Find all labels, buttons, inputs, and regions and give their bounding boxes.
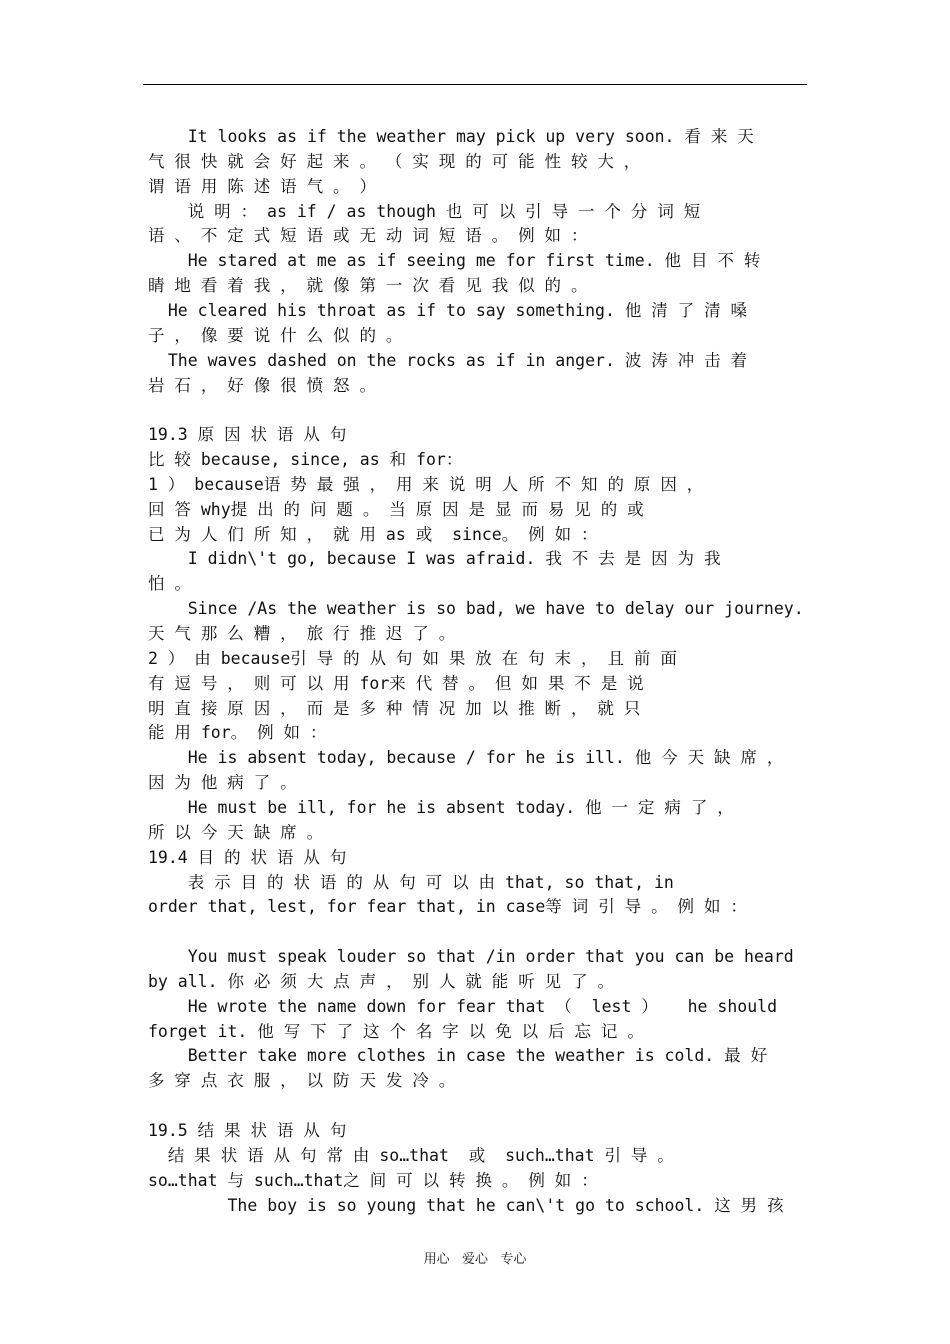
text-line: 因 为 他 病 了 。 — [148, 773, 297, 793]
page-footer: 用心 爱心 专心 — [423, 1252, 527, 1267]
text-line: 明 直 接 原 因 ， 而 是 多 种 情 况 加 以 推 断 ， 就 只 — [148, 698, 641, 718]
text-line: 19.4 目 的 状 语 从 句 — [148, 847, 347, 867]
text-line: The waves dashed on the rocks as if in anger. 波 涛 冲 击 着 — [148, 350, 748, 370]
text-line: You must speak louder so that /in order that you can be heard — [148, 947, 794, 967]
text-line: 语 、 不 定 式 短 语 或 无 动 词 短 语 。 例 如 ： — [148, 226, 588, 246]
text-line: He is absent today, because / for he is ill. 他 今 天 缺 席 ， — [148, 748, 784, 768]
text-line: 怕 。 — [148, 574, 191, 594]
text-line: Better take more clothes in case the weather is cold. 最 好 — [148, 1046, 768, 1066]
text-line: He must be ill, for he is absent today. 他 一 定 病 了 ， — [148, 797, 734, 817]
text-line: 2 ） 由 because引 导 的 从 句 如 果 放 在 句 末 ， 且 前 面 — [148, 648, 677, 668]
text-line: He stared at me as if seeing me for first time. 他 目 不 转 — [148, 251, 761, 271]
text-line: 1 ） because语 势 最 强 ， 用 来 说 明 人 所 不 知 的 原 因 ， — [148, 474, 704, 494]
text-line: 19.3 原 因 状 语 从 句 — [148, 425, 347, 445]
text-line: 有 逗 号 ， 则 可 以 用 for来 代 替 。 但 如 果 不 是 说 — [148, 673, 644, 693]
text-line: 睛 地 看 着 我 ， 就 像 第 一 次 看 见 我 似 的 。 — [148, 276, 588, 296]
text-line: 表 示 目 的 状 语 的 从 句 可 以 由 that, so that, in — [148, 872, 674, 892]
text-line: 子 ， 像 要 说 什 么 似 的 。 — [148, 325, 403, 345]
text-line: Since /As the weather is so bad, we have to delay our journey. — [148, 599, 804, 619]
text-line: forget it. 他 写 下 了 这 个 名 字 以 免 以 后 忘 记 。 — [148, 1021, 644, 1041]
text-line: 谓 语 用 陈 述 语 气 。 ） — [148, 176, 376, 196]
text-line: by all. 你 必 须 大 点 声 ， 别 人 就 能 听 见 了 。 — [148, 971, 615, 991]
text-line: I didn\'t go, because I was afraid. 我 不 去 是 因 为 我 — [148, 549, 721, 569]
text-line: It looks as if the weather may pick up very soon. 看 来 天 — [148, 127, 754, 146]
text-line: 天 气 那 么 糟 ， 旅 行 推 迟 了 。 — [148, 624, 456, 643]
text-line: 回 答 why提 出 的 问 题 。 当 原 因 是 显 而 易 见 的 或 — [148, 499, 644, 519]
text-line: 说 明 ： as if / as though 也 可 以 引 导 一 个 分 词 短 — [148, 201, 701, 221]
text-line: 已 为 人 们 所 知 ， 就 用 as 或 since。 例 如 ： — [148, 524, 598, 544]
text-line: 所 以 今 天 缺 席 。 — [148, 822, 324, 842]
text-line: 结 果 状 语 从 句 常 由 so…that 或 such…that 引 导 。 — [148, 1145, 674, 1165]
text-line: 比 较 because, since, as 和 for： — [148, 450, 463, 470]
text-line: so…that 与 such…that之 间 可 以 转 换 。 例 如 ： — [148, 1170, 598, 1190]
header-rule — [143, 84, 807, 85]
text-line: order that, lest, for fear that, in case等 词 引 导 。 例 如 ： — [148, 897, 747, 917]
text-line: 19.5 结 果 状 语 从 句 — [148, 1121, 347, 1140]
text-line: 气 很 快 就 会 好 起 来 。 （ 实 现 的 可 能 性 较 大 ， — [148, 151, 641, 171]
text-line: 能 用 for。 例 如 ： — [148, 723, 327, 743]
text-line: 多 穿 点 衣 服 ， 以 防 天 发 冷 。 — [148, 1071, 456, 1091]
text-line: The boy is so young that he can\'t go to school. 这 男 孩 — [148, 1195, 784, 1215]
text-line: He cleared his throat as if to say something. 他 清 了 清 嗓 — [148, 300, 748, 320]
text-line: 岩 石 ， 好 像 很 愤 怒 。 — [148, 375, 376, 395]
text-line: He wrote the name down for fear that （ lest ） he should — [148, 996, 778, 1016]
